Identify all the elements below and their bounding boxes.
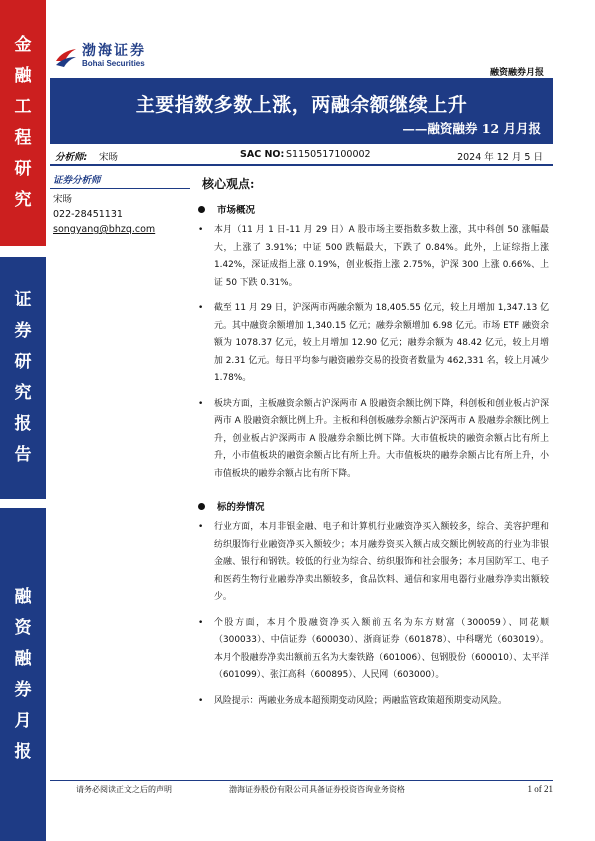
risk-warning-text: 风险提示：两融业务成本超预期变动风险；两融监管政策超预期变动风险。 bbox=[214, 695, 507, 706]
list-item bbox=[198, 519, 553, 607]
list-item-text: 个股方面，本月个股融资净买入额前五名为东方财富（300059）、同花顺（300033）、中信证券（600030）、浙商证券（601878）、中科曙光（603019）。本月个股融券净卖出额前五名为大秦铁路（601006）、包钢股份（600010）、太平洋（601099）、张江高科（600895）、人民网（603000）。 bbox=[214, 617, 549, 680]
dot-bullet-icon: • bbox=[198, 303, 204, 313]
report-title: 主要指数多数上涨，两融余额继续上升 bbox=[135, 94, 468, 116]
list-item-text: 截至 11 月 29 日，沪深两市两融余额为 18,405.55 亿元，较上月增加 1,347.13 亿元。其中融资余额增加 1,340.15 亿元；融券余额增加 6.98 亿元。市场 ETF 融资余额为 1078.37 亿元，较上月增加 12.90 亿元；融券余额为 48.42 亿元，较上月增加 2.31 亿元。每日平均参与融资融券交易的投资者数量为 462,331 名，较上月减少 1.78%。 bbox=[214, 303, 549, 383]
dot-bullet-icon: • bbox=[198, 695, 204, 706]
footer-qualification: 渤海证券股份有限公司具备证券投资咨询业务资格 bbox=[229, 785, 405, 794]
list-item bbox=[198, 693, 553, 711]
title-banner bbox=[50, 78, 553, 144]
footer-disclaimer: 请务必阅读正文之后的声明 bbox=[76, 785, 172, 794]
side-band-label: 融资融券月报 bbox=[14, 586, 32, 762]
core-views bbox=[198, 175, 553, 718]
analyst-phone: 022-28451131 bbox=[53, 209, 123, 220]
analyst-name: 宋旸 bbox=[99, 152, 119, 163]
side-band-label: 金融工程研究 bbox=[14, 35, 32, 210]
company-logo bbox=[54, 44, 146, 69]
divider bbox=[50, 164, 553, 166]
bullet-icon bbox=[198, 503, 205, 510]
analyst-info-panel bbox=[50, 168, 190, 237]
page-number: 1 of 21 bbox=[527, 784, 553, 794]
list-item-text: 板块方面，主板融资余额占沪深两市 A 股融资余额比例下降，科创板和创业板占沪深两市 A 股融资余额比例上升。主板和科创板融券余额占沪深两市 A 股融券余额比例上升，创业板占沪深两市 A 股融券余额比例下降。大市值板块的融资余额占比有所上升，小市值板块的融资余额占比有所上升。大市值板块的融券余额占比有所上升，小市值板块的融券余额占比有所下降。 bbox=[214, 398, 549, 479]
bullet-icon bbox=[198, 206, 205, 213]
list-item bbox=[198, 300, 553, 388]
list-item-text: 行业方面，本月非银金融、电子和计算机行业融资净买入额较多，综合、美容护理和纺织服饰行业融资净买入额较少；本月融券资买入额占成交额比例较高的行业为非银金融、银行和钢铁。较低的行业为综合、纺织服饰和社会服务；本月国防军工、电子和医药生物行业融券净卖出额较多，食品饮料、通信和家用电器行业融券净卖出额较少。 bbox=[214, 522, 549, 602]
section-heading bbox=[198, 499, 553, 513]
logo-mark-icon bbox=[54, 45, 78, 69]
dot-bullet-icon: • bbox=[198, 617, 204, 628]
report-date: 2024 年 12 月 5 日 bbox=[457, 152, 543, 163]
section-heading bbox=[198, 202, 553, 216]
section-title-market: 市场概况 bbox=[217, 205, 256, 216]
report-meta-row bbox=[50, 145, 553, 165]
analyst-label: 分析师: bbox=[55, 152, 88, 163]
list-item bbox=[198, 222, 553, 292]
list-item bbox=[198, 615, 553, 685]
sac-label: SAC NO: bbox=[240, 149, 285, 160]
report-subtitle: ——融资融券 12 月月报 bbox=[402, 121, 541, 136]
side-band-research bbox=[0, 0, 46, 246]
core-views-title: 核心观点: bbox=[202, 177, 255, 191]
side-band-report bbox=[0, 257, 46, 499]
analyst-email-link[interactable]: songyang@bhzq.com bbox=[53, 224, 156, 235]
analyst-info-heading: 证券分析师 bbox=[50, 168, 190, 189]
footer-divider bbox=[50, 780, 553, 781]
sac-number: S1150517100002 bbox=[286, 149, 371, 160]
report-type-label: 融资融券月报 bbox=[489, 68, 544, 78]
dot-bullet-icon: • bbox=[198, 522, 204, 532]
side-band-label: 证券研究报告 bbox=[14, 290, 32, 465]
list-item bbox=[198, 396, 553, 484]
dot-bullet-icon: • bbox=[198, 398, 204, 409]
list-item-text: 本月（11 月 1 日-11 月 29 日）A 股市场主要指数多数上涨，其中科创 50 涨幅最大，上涨了 3.91%；中证 500 跌幅最大，下跌了 0.84%。此外，上证综指上涨 1.42%，深证成指上涨 0.19%，创业板指上涨 2.75%，沪深 300 上涨 0.66%、上证 50 下跌 0.31%。 bbox=[214, 225, 549, 288]
analyst-info-name: 宋旸 bbox=[53, 194, 73, 205]
logo-chinese-name: 渤海证券 bbox=[82, 43, 146, 59]
side-band-monthly bbox=[0, 508, 46, 841]
dot-bullet-icon: • bbox=[198, 225, 204, 235]
section-title-securities: 标的券情况 bbox=[217, 502, 265, 513]
logo-english-name: Bohai Securities bbox=[82, 59, 145, 68]
